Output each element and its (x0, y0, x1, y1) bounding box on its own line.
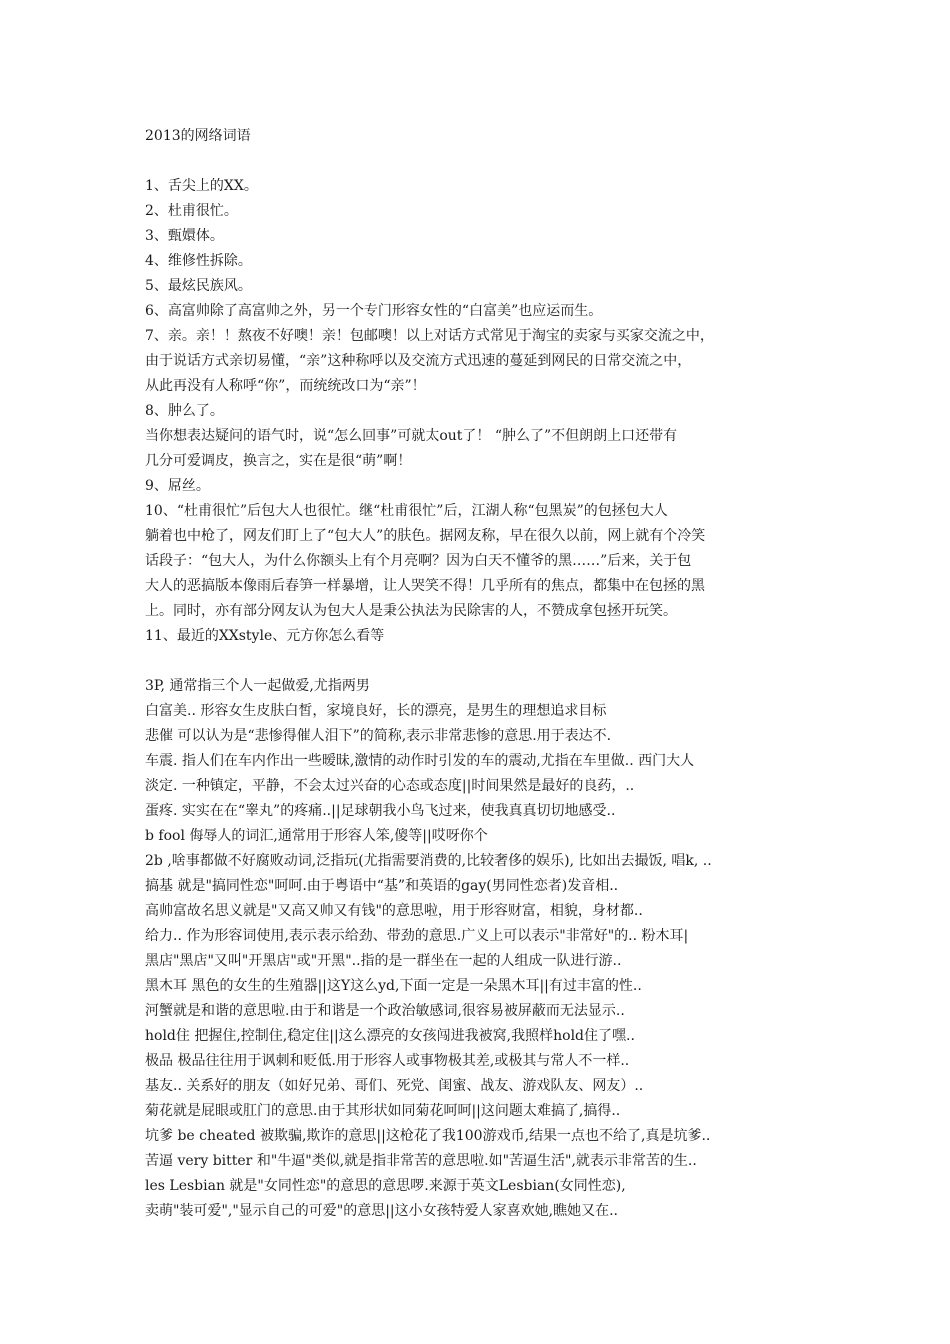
list-line: 上。同时，亦有部分网友认为包大人是秉公执法为民除害的人，不赞成拿包拯开玩笑。 (145, 603, 677, 619)
blank-line (145, 649, 815, 674)
list-line: 3、甄嬛体。 (145, 228, 224, 244)
glossary-line: 卖萌"装可爱","显示自己的可爱"的意思||这小女孩特爱人家喜欢她,瞧她又在.. (145, 1203, 618, 1219)
glossary-line: 白富美.. 形容女生皮肤白皙，家境良好，长的漂亮，是男生的理想追求目标 (145, 703, 607, 719)
glossary-line: 坑爹 be cheated 被欺骗,欺诈的意思||这枪花了我100游戏币,结果一点也不给了,真是坑爹.. (145, 1128, 711, 1144)
list-line: 6、高富帅除了高富帅之外，另一个专门形容女性的“白富美”也应运而生。 (145, 303, 603, 319)
list-line: 2、杜甫很忙。 (145, 203, 238, 219)
list-line: 8、肿么了。 (145, 403, 224, 419)
glossary-line: 高帅富故名思义就是"又高又帅又有钱"的意思啦，用于形容财富，相貌，身材都.. (145, 903, 643, 919)
glossary-line: hold住 把握住,控制住,稳定住||这么漂亮的女孩闯进我被窝,我照样hold住了嘿.. (145, 1028, 635, 1044)
list-line: 11、最近的XXstyle、元方你怎么看等 (145, 628, 385, 644)
glossary-line: 车震. 指人们在车内作出一些暧昧,激情的动作时引发的车的震动,尤指在车里做.. 西门大人 (145, 753, 695, 769)
list-line: 几分可爱调皮，换言之，实在是很“萌”啊！ (145, 453, 412, 469)
list-line: 由于说话方式亲切易懂，“亲”这种称呼以及交流方式迅速的蔓延到网民的日常交流之中， (145, 353, 692, 369)
glossary-line: b fool 侮辱人的词汇,通常用于形容人笨,傻等||哎呀你个 (145, 828, 488, 844)
glossary-line: 苦逼 very bitter 和"牛逼"类似,就是指非常苦的意思啦.如"苦逼生活",就表示非常苦的生.. (145, 1153, 697, 1169)
list-line: 7、亲。亲！！熬夜不好噢！亲！包邮噢！以上对话方式常见于淘宝的卖家与买家交流之中， (145, 328, 714, 344)
list-line: 当你想表达疑问的语气时，说“怎么回事”可就太out了！ “肿么了”不但朗朗上口还带有 (145, 428, 678, 444)
glossary-line: les Lesbian 就是"女同性恋"的意思的意思啰.来源于英文Lesbian(女同性恋), (145, 1178, 626, 1194)
glossary-line: 基友.. 关系好的朋友（如好兄弟、哥们、死党、闺蜜、战友、游戏队友、网友）.. (145, 1078, 644, 1094)
glossary-line: 极品 极品往往用于讽刺和贬低.用于形容人或事物极其差,或极其与常人不一样.. (145, 1053, 630, 1069)
document-title: 2013的网络词语 (145, 128, 251, 144)
list-line: 话段子：“包大人，为什么你额头上有个月亮啊？因为白天不懂爷的黑……”后来，关于包 (145, 553, 692, 569)
list-line: 9、屌丝。 (145, 478, 210, 494)
list-line: 1、舌尖上的XX。 (145, 178, 258, 194)
glossary-list (145, 674, 815, 1224)
glossary-line: 悲催 可以认为是“悲惨得催人泪下”的简称,表示非常悲惨的意思.用于表达不. (145, 728, 612, 744)
list-line: 10、“杜甫很忙”后包大人也很忙。继“杜甫很忙”后，江湖人称“包黑炭”的包拯包大人 (145, 503, 668, 519)
list-line: 躺着也中枪了，网友们盯上了“包大人”的肤色。据网友称，早在很久以前，网上就有个冷笑 (145, 528, 706, 544)
document-body (145, 124, 815, 1224)
glossary-line: 河蟹就是和谐的意思啦.由于和谐是一个政治敏感词,很容易被屏蔽而无法显示.. (145, 1003, 625, 1019)
glossary-line: 2b ,啥事都做不好腐败动词,泛指玩(尤指需要消费的,比较奢侈的娱乐), 比如出去撮饭, 唱k, .. (145, 853, 712, 869)
blank-line (145, 149, 815, 174)
numbered-list (145, 174, 815, 649)
list-line: 5、最炫民族风。 (145, 278, 252, 294)
glossary-line: 给力.. 作为形容词使用,表示表示给劲、带劲的意思.广义上可以表示"非常好"的.. 粉木耳| (145, 928, 689, 944)
glossary-line: 搞基 就是"搞同性恋"呵呵.由于粤语中“基”和英语的gay(男同性恋者)发音相.. (145, 878, 619, 894)
glossary-line: 蛋疼. 实实在在“睾丸”的疼痛..||足球朝我小鸟飞过来，使我真真切切地感受.. (145, 803, 616, 819)
glossary-line: 黑木耳 黑色的女生的生殖器||这Y这么yd,下面一定是一朵黑木耳||有过丰富的性.. (145, 978, 642, 994)
glossary-line: 黑店"黑店"又叫"开黑店"或"开黑"..指的是一群坐在一起的人组成一队进行游.. (145, 953, 622, 969)
glossary-line: 淡定. 一种镇定，平静，不会太过兴奋的心态或态度||时间果然是最好的良药，.. (145, 778, 635, 794)
glossary-line: 3P, 通常指三个人一起做爱,尤指两男 (145, 678, 370, 694)
list-line: 4、维修性拆除。 (145, 253, 252, 269)
glossary-line: 菊花就是屁眼或肛门的意思.由于其形状如同菊花呵呵||这问题太难搞了,搞得.. (145, 1103, 621, 1119)
list-line: 从此再没有人称呼“你”，而统统改口为“亲”！ (145, 378, 426, 394)
list-line: 大人的恶搞版本像雨后春笋一样暴增，让人哭笑不得！几乎所有的焦点，都集中在包拯的黑 (145, 578, 705, 594)
